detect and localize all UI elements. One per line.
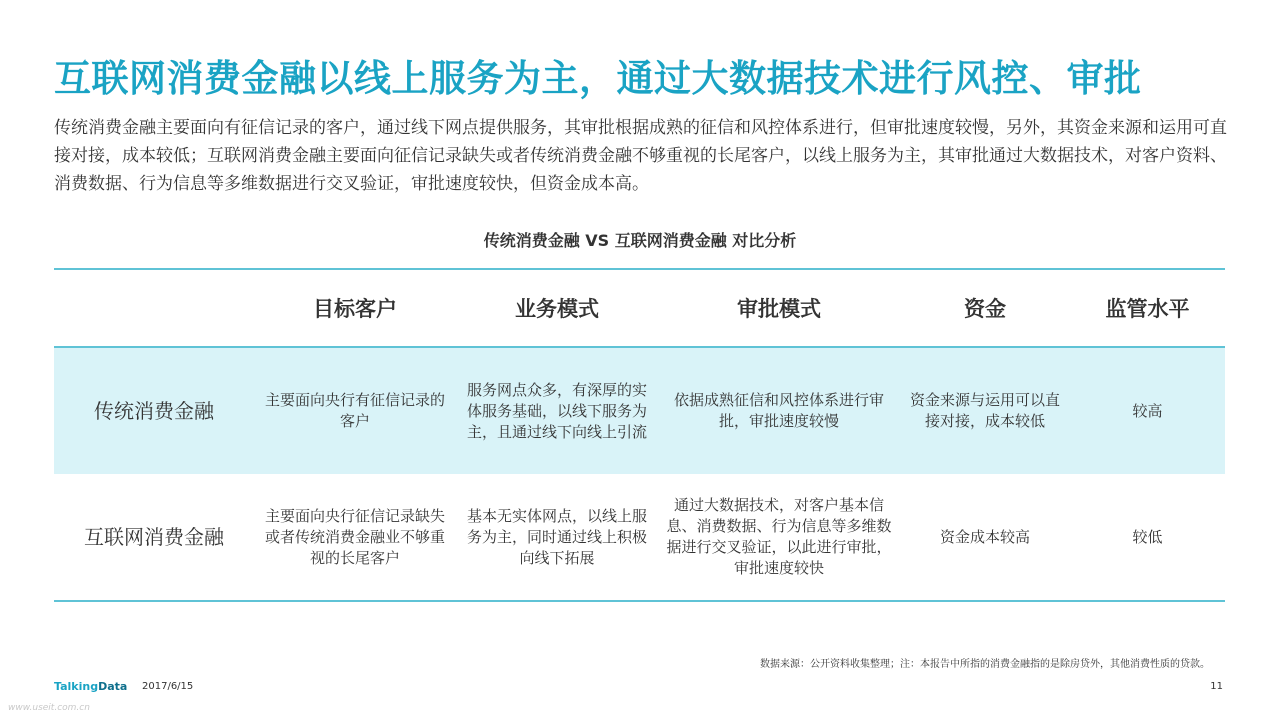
table-row bbox=[54, 347, 1225, 474]
cell-funding: 资金成本较高 bbox=[900, 474, 1070, 601]
cell-target-customer: 主要面向央行征信记录缺失或者传统消费金融业不够重视的长尾客户 bbox=[254, 474, 456, 601]
header-funding: 资金 bbox=[900, 269, 1070, 347]
cell-regulation-level: 较高 bbox=[1070, 347, 1225, 474]
header-business-model: 业务模式 bbox=[456, 269, 658, 347]
cell-business-model: 服务网点众多，有深厚的实体服务基础，以线下服务为主，且通过线下向线上引流 bbox=[456, 347, 658, 474]
logo-text-a: Talking bbox=[54, 680, 99, 693]
header-empty bbox=[54, 269, 254, 347]
page-title: 互联网消费金融以线上服务为主，通过大数据技术进行风控、审批 bbox=[54, 57, 1142, 100]
cell-approval-model: 依据成熟征信和风控体系进行审批，审批速度较慢 bbox=[658, 347, 900, 474]
report-date: 2017/6/15 bbox=[142, 681, 194, 692]
talkingdata-logo bbox=[54, 680, 127, 693]
data-source-note: 数据来源：公开资料收集整理；注：本报告中所指的消费金融指的是除房贷外，其他消费性质的贷款。 bbox=[760, 659, 1210, 670]
logo-text-b: Data bbox=[98, 680, 128, 693]
header-target-customer: 目标客户 bbox=[254, 269, 456, 347]
cell-funding: 资金来源与运用可以直接对接，成本较低 bbox=[900, 347, 1070, 474]
comparison-table bbox=[54, 268, 1225, 602]
table-row bbox=[54, 474, 1225, 601]
intro-paragraph: 传统消费金融主要面向有征信记录的客户，通过线下网点提供服务，其审批根据成熟的征信和风控体系进行，但审批速度较慢，另外，其资金来源和运用可直接对接，成本较低；互联网消费金融主要面向征信记录缺失或者传统消费金融不够重视的长尾客户，以线上服务为主，其审批通过大数据技术，对客户资料、消费数据、行为信息等多维数据进行交叉验证，审批速度较快，但资金成本高。 bbox=[54, 118, 1227, 194]
row-label-traditional: 传统消费金融 bbox=[54, 347, 254, 474]
cell-business-model: 基本无实体网点，以线上服务为主，同时通过线上积极向线下拓展 bbox=[456, 474, 658, 601]
header-regulation-level: 监管水平 bbox=[1070, 269, 1225, 347]
watermark-text: www.useit.com.cn bbox=[8, 703, 90, 713]
table-caption: 传统消费金融 VS 互联网消费金融 对比分析 bbox=[483, 231, 797, 250]
cell-approval-model: 通过大数据技术，对客户基本信息、消费数据、行为信息等多维数据进行交叉验证，以此进行审批，审批速度较快 bbox=[658, 474, 900, 601]
header-approval-model: 审批模式 bbox=[658, 269, 900, 347]
page-number: 11 bbox=[1210, 681, 1223, 692]
cell-regulation-level: 较低 bbox=[1070, 474, 1225, 601]
row-label-internet: 互联网消费金融 bbox=[54, 474, 254, 601]
cell-target-customer: 主要面向央行有征信记录的客户 bbox=[254, 347, 456, 474]
